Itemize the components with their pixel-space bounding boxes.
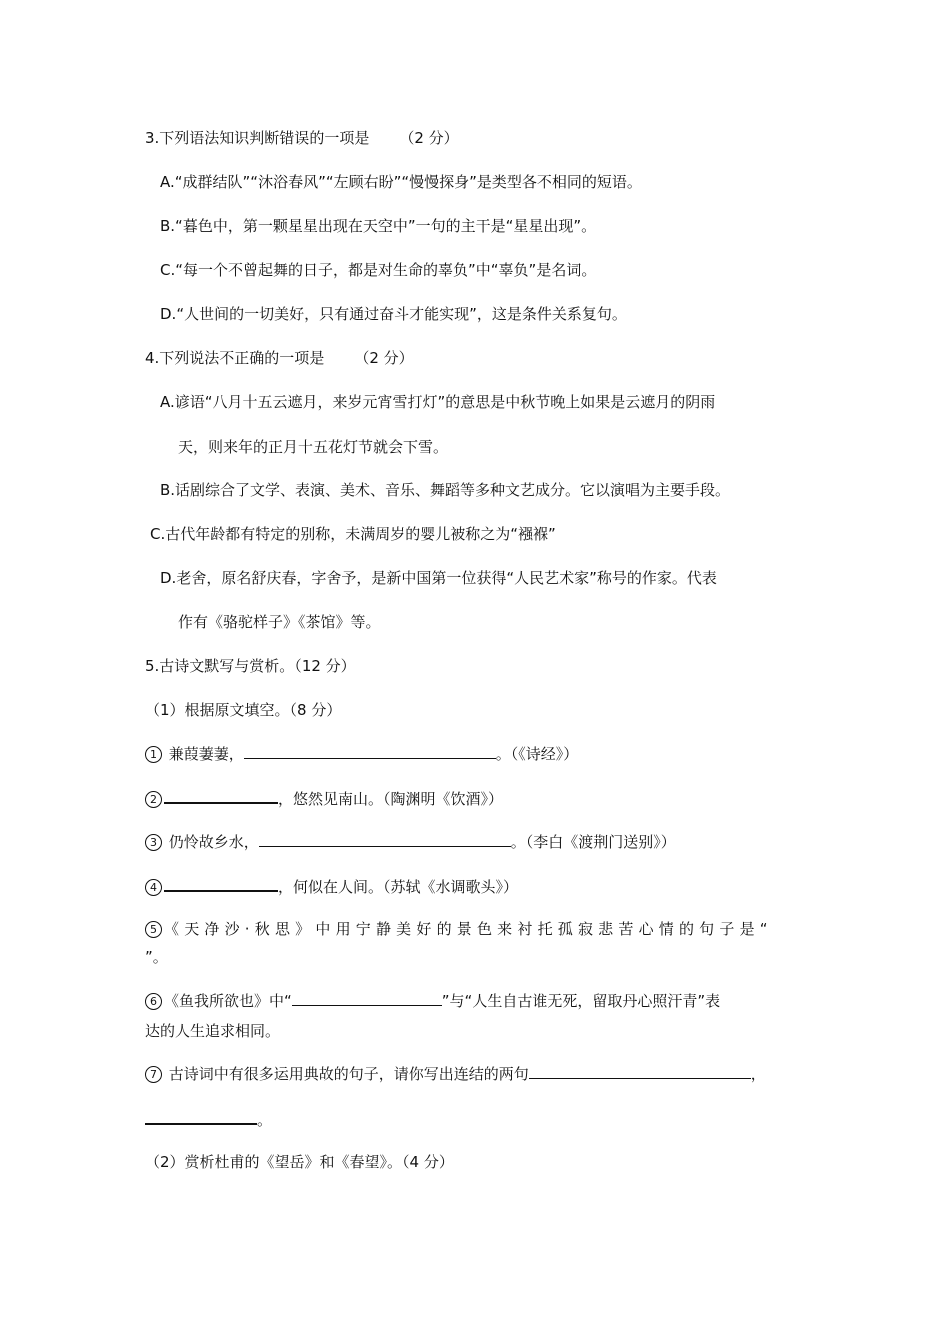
answer-blank-2[interactable]	[164, 787, 278, 804]
answer-blank-7b[interactable]	[145, 1108, 257, 1125]
answer-blank-6[interactable]	[292, 990, 442, 1006]
circled-number-6: 6	[145, 993, 162, 1010]
q5-item-7-line1: 7 古诗词中有很多运用典故的句子，请你写出连结的两句 ，	[145, 1063, 766, 1085]
q5-item-6-line1: 6 《鱼我所欲也》中“ ”与“人生自古谁无死，留取丹心照汗青”表	[145, 990, 720, 1012]
q3-option-a: A.“成群结队”“沐浴春风”“左顾右盼”“慢慢探身”是类型各不相同的短语。	[160, 173, 642, 191]
answer-blank-4[interactable]	[164, 875, 278, 892]
circled-number-1: 1	[145, 746, 162, 763]
q3-option-d: D.“人世间的一切美好，只有通过奋斗才能实现”，这是条件关系复句。	[160, 305, 627, 323]
answer-blank-3[interactable]	[259, 831, 511, 847]
q4-stem: 4.下列说法不正确的一项是 （2 分）	[145, 349, 414, 367]
q5-item-1: 1 兼葭萋萋， 。（《诗经》）	[145, 743, 578, 765]
q4-option-b: B.话剧综合了文学、表演、美术、音乐、舞蹈等多种文艺成分。它以演唱为主要手段。	[160, 481, 731, 499]
q5-item-5-line1: 5 《天净沙·秋思》中用宁静美好的景色来衬托孤寂悲苦心情的句子是“	[145, 918, 773, 940]
q5-item-6-line2: 达的人生追求相同。	[145, 1022, 281, 1040]
q3-option-b: B.“暮色中，第一颗星星出现在天空中”一句的主干是“星星出现”。	[160, 217, 597, 235]
circled-number-5: 5	[145, 921, 162, 938]
answer-blank-1[interactable]	[244, 743, 496, 759]
q5-part2-heading: （2）赏析杜甫的《望岳》和《春望》。（4 分）	[145, 1153, 454, 1171]
q4-score: （2 分）	[354, 349, 414, 367]
circled-number-2: 2	[145, 791, 162, 808]
q3-stem: 3.下列语法知识判断错误的一项是 （2 分）	[145, 129, 459, 147]
q4-option-a-line1: A.谚语“八月十五云遮月，来岁元宵雪打灯”的意思是中秋节晚上如果是云遮月的阴雨	[160, 393, 716, 411]
q5-item-7-line2: 。	[145, 1108, 272, 1131]
circled-number-3: 3	[145, 834, 162, 851]
q5-item-5-line2: ”。	[145, 948, 168, 966]
q4-option-d-line2: 作有《骆驼样子》《茶馆》等。	[178, 613, 381, 631]
q5-item-3: 3 仍怜故乡水， 。（李白《渡荆门送别》）	[145, 831, 676, 853]
q5-item-2: 2 ，悠然见南山。（陶渊明《饮酒》）	[145, 787, 503, 810]
q5-item-4: 4 ，何似在人间。（苏轼《水调歌头》）	[145, 875, 518, 898]
circled-number-4: 4	[145, 879, 162, 896]
q3-score: （2 分）	[399, 129, 459, 147]
q5-stem: 5.古诗文默写与赏析。（12 分）	[145, 657, 356, 675]
q4-option-c: C.古代年龄都有特定的别称，未满周岁的婴儿被称之为“襁褓”	[150, 525, 556, 543]
q4-option-d-line1: D.老舍，原名舒庆春，字舍予，是新中国第一位获得“人民艺术家”称号的作家。代表	[160, 569, 717, 587]
circled-number-7: 7	[145, 1066, 162, 1083]
q3-option-c: C.“每一个不曾起舞的日子，都是对生命的辜负”中“辜负”是名词。	[160, 261, 597, 279]
q5-part1-heading: （1）根据原文填空。（8 分）	[145, 701, 342, 719]
q4-option-a-line2: 天，则来年的正月十五花灯节就会下雪。	[178, 438, 449, 456]
answer-blank-7a[interactable]	[529, 1063, 751, 1079]
